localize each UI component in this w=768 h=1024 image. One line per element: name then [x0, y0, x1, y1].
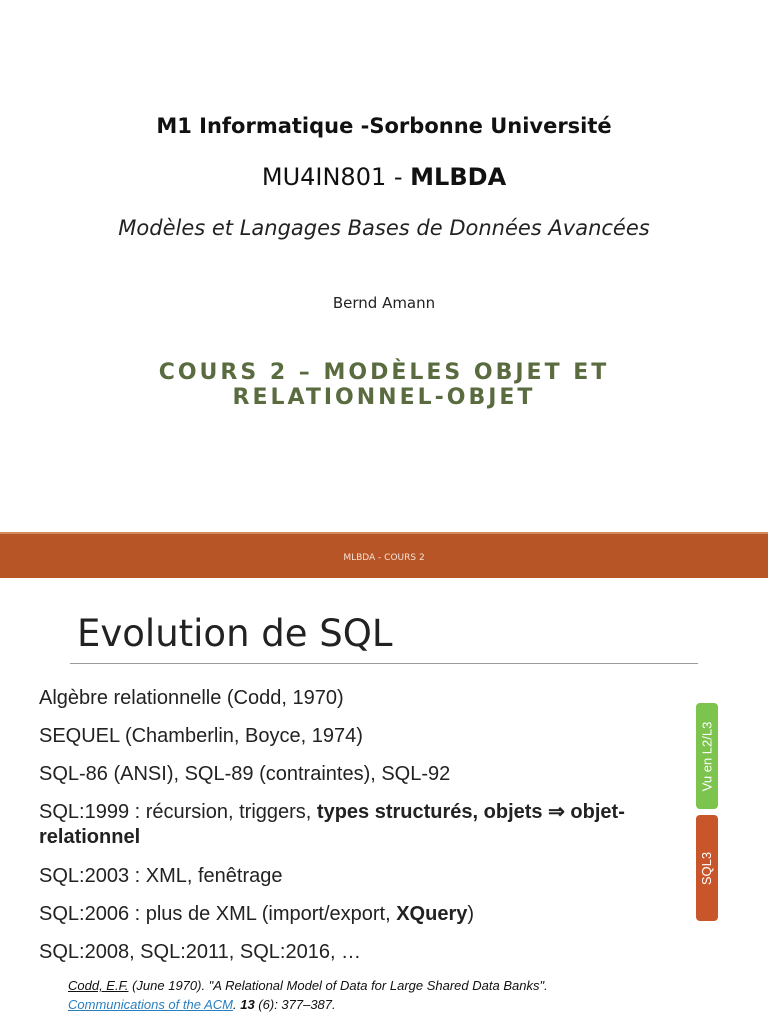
slide-footer-text: MLBDA - COURS 2	[343, 553, 425, 563]
list-item-bold: relationnel	[39, 826, 141, 848]
list-item-text: SQL:1999 : récursion, triggers,	[39, 801, 317, 823]
list-item: SQL-86 (ANSI), SQL-89 (contraintes), SQL-92	[39, 763, 451, 785]
tag-label: SQL3	[699, 851, 715, 885]
list-item	[39, 800, 625, 850]
lecture-title	[0, 360, 768, 410]
citation-text: .	[232, 997, 241, 1012]
course-name: MLBDA	[410, 163, 507, 191]
lecture-title-line2: RELATIONNEL-OBJET	[232, 385, 536, 410]
title-divider	[70, 663, 698, 664]
list-item-text: )	[467, 903, 475, 925]
citation-journal-link[interactable]: Communications of the ACM	[68, 997, 233, 1012]
list-item: Algèbre relationnelle (Codd, 1970)	[39, 687, 344, 709]
citation-volume: 13	[240, 997, 255, 1012]
university-heading: M1 Informatique -Sorbonne Université	[156, 114, 612, 138]
author-name: Bernd Amann	[332, 294, 436, 312]
tag-label: Vu en L2/L3	[699, 721, 715, 791]
tag-sql3	[696, 815, 718, 921]
list-item: SQL:2003 : XML, fenêtrage	[39, 865, 283, 887]
slide-title: Evolution de SQL	[77, 612, 393, 655]
citation-text: (6): 377–387.	[254, 997, 336, 1012]
list-item-bold: types structurés, objets ⇒ objet-	[316, 801, 625, 823]
citation	[68, 976, 548, 1014]
lecture-title-line1: COURS 2 – MODÈLES OBJET ET	[158, 360, 610, 385]
tag-seen-in-l2l3	[696, 703, 718, 809]
list-item	[39, 902, 474, 927]
list-item-text: SQL:2006 : plus de XML (import/export,	[39, 903, 397, 925]
citation-author[interactable]: Codd, E.F.	[68, 978, 129, 993]
course-subtitle: Modèles et Langages Bases de Données Avancées	[118, 216, 650, 240]
citation-text: (June 1970). "A Relational Model of Data for Large Shared Data Banks".	[128, 978, 548, 993]
list-item-bold: XQuery	[396, 903, 468, 925]
course-heading	[0, 163, 768, 191]
list-item: SQL:2008, SQL:2011, SQL:2016, …	[39, 941, 362, 963]
list-item: SEQUEL (Chamberlin, Boyce, 1974)	[39, 725, 363, 747]
course-code: MU4IN801 -	[261, 163, 411, 191]
